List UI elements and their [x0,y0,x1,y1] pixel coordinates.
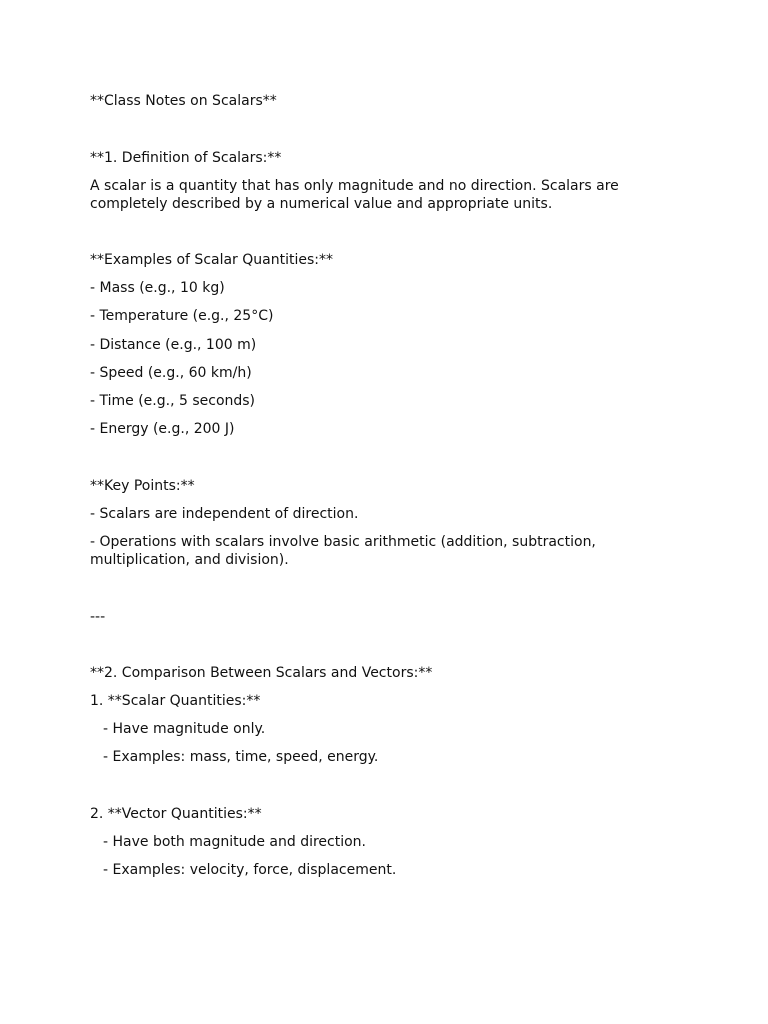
key-point-item: - Scalars are independent of direction. [90,506,359,522]
example-item: - Distance (e.g., 100 m) [90,337,257,353]
example-item: - Energy (e.g., 200 J) [90,421,235,437]
key-points-heading: **Key Points:** [90,478,195,494]
example-item: - Time (e.g., 5 seconds) [90,393,256,409]
scalar-quantities-heading: 1. **Scalar Quantities:** [90,693,261,709]
section2-heading: **2. Comparison Between Scalars and Vectors:** [90,665,433,681]
scalar-definition: A scalar is a quantity that has only magnitude and no direction. Scalars are completely described by a numerical value and appropriate units. [90,178,619,212]
vector-quantities-item: - Have both magnitude and direction. [103,834,366,850]
key-point-item: - Operations with scalars involve basic arithmetic (addition, subtraction, multiplication, and division). [90,534,596,568]
example-item: - Temperature (e.g., 25°C) [90,308,274,324]
example-item: - Speed (e.g., 60 km/h) [90,365,252,381]
scalar-quantities-item: - Examples: mass, time, speed, energy. [103,749,379,765]
scalar-quantities-item: - Have magnitude only. [103,721,266,737]
section1-heading: **1. Definition of Scalars:** [90,150,282,166]
vector-quantities-heading: 2. **Vector Quantities:** [90,806,262,822]
document-title: **Class Notes on Scalars** [90,93,277,109]
vector-quantities-item: - Examples: velocity, force, displacement. [103,862,397,878]
section-separator: --- [90,609,106,625]
examples-heading: **Examples of Scalar Quantities:** [90,252,333,268]
example-item: - Mass (e.g., 10 kg) [90,280,225,296]
